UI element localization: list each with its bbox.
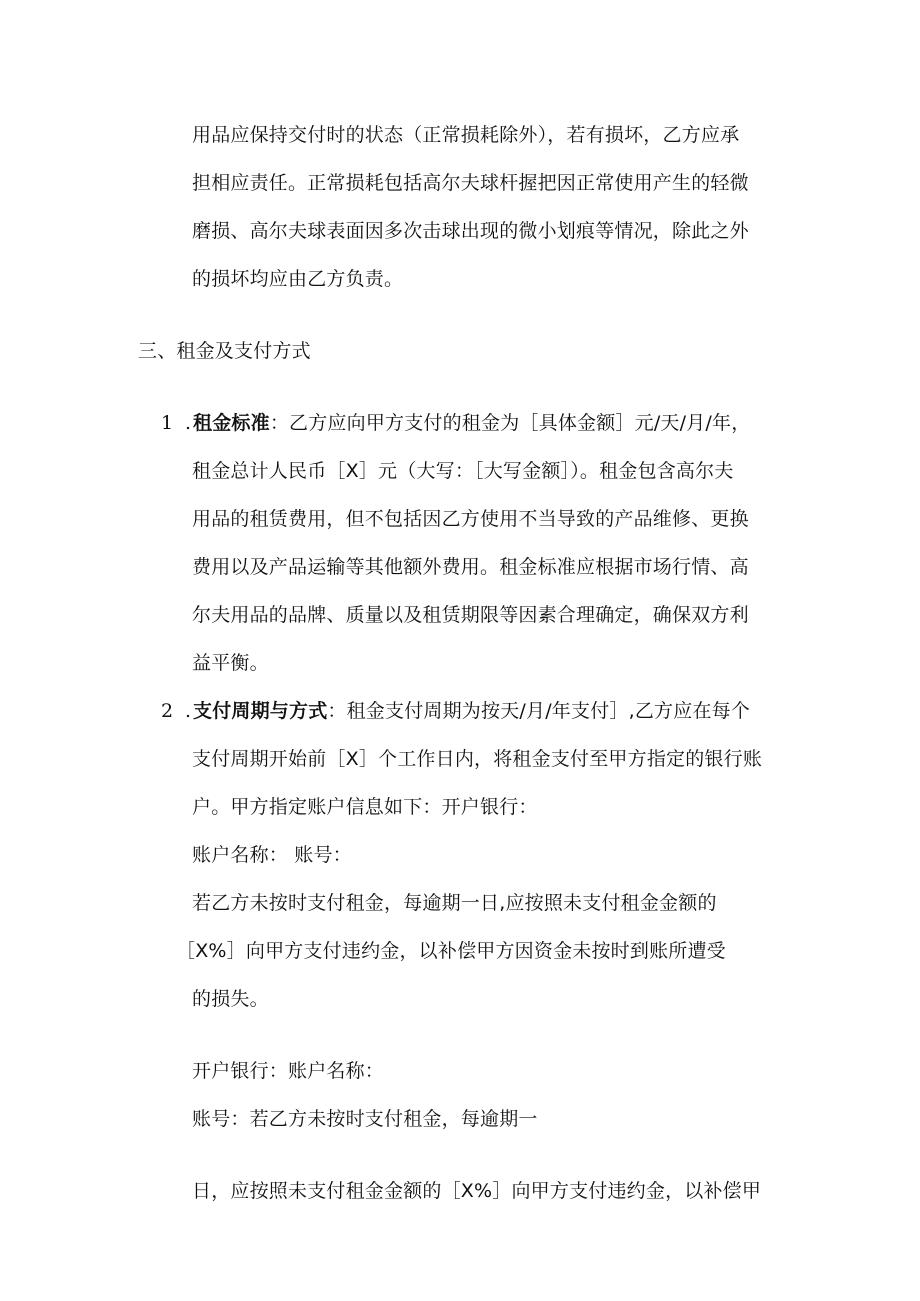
item-number-dot: . [185,412,192,434]
text-line: 若乙方未按时支付租金，每逾期一日,应按照未支付租金金额的 [192,892,717,914]
text-line: 益平衡。 [192,652,269,674]
text-line: 费用以及产品运输等其他额外费用。租金标准应根据市场行情、高 [192,556,749,578]
item-first-text: ：乙方应向甲方支付的租金为［具体金额］元/天/月/年， [269,412,751,434]
item-title: 支付周期与方式 [193,700,328,722]
text-line: 担相应责任。正常损耗包括高尔夫球杆握把因正常使用产生的轻微 [192,172,749,194]
text-line: 用品应保持交付时的状态（正常损耗除外），若有损坏，乙方应承 [192,124,740,146]
text-line: 的损失。 [192,988,269,1010]
text-line: 磨损、高尔夫球表面因多次击球出现的微小划痕等情况，除此之外 [192,220,749,242]
text-line: 账户名称： 账号： [192,844,352,866]
text-line: ［X%］向甲方支付违约金，以补偿甲方因资金未按时到账所遭受 [176,940,726,962]
item-title: 租金标准 [193,412,270,434]
item-first-text: ：租金支付周期为按天/月/年支付］,乙方应在每个 [327,700,751,722]
item-number-dot: . [185,700,192,722]
item-number: 2 [161,700,174,722]
text-line: 支付周期开始前［X］个工作日内，将租金支付至甲方指定的银行账 [192,748,763,770]
text-line: 租金总计人民币［X］元（大写：［大写金额］）。租金包含高尔夫 [192,460,734,482]
text-line: 账号：若乙方未按时支付租金，每逾期一 [192,1108,538,1130]
text-line: 日，应按照未支付租金金额的［X%］向甲方支付违约金，以补偿甲 [192,1180,762,1202]
text-line: 户。甲方指定账户信息如下：开户银行： [192,796,538,818]
text-line: 用品的租赁费用，但不包括因乙方使用不当导致的产品维修、更换 [192,508,749,530]
item-number: 1 [161,412,174,434]
section-heading: 三、租金及支付方式 [138,340,311,362]
text-line: 开户银行：账户名称： [192,1060,385,1082]
item-first-line [193,698,750,724]
text-line: 尔夫用品的品牌、质量以及租赁期限等因素合理确定，确保双方利 [192,604,749,626]
text-line: 的损坏均应由乙方负责。 [192,268,404,290]
item-first-line [193,410,750,436]
